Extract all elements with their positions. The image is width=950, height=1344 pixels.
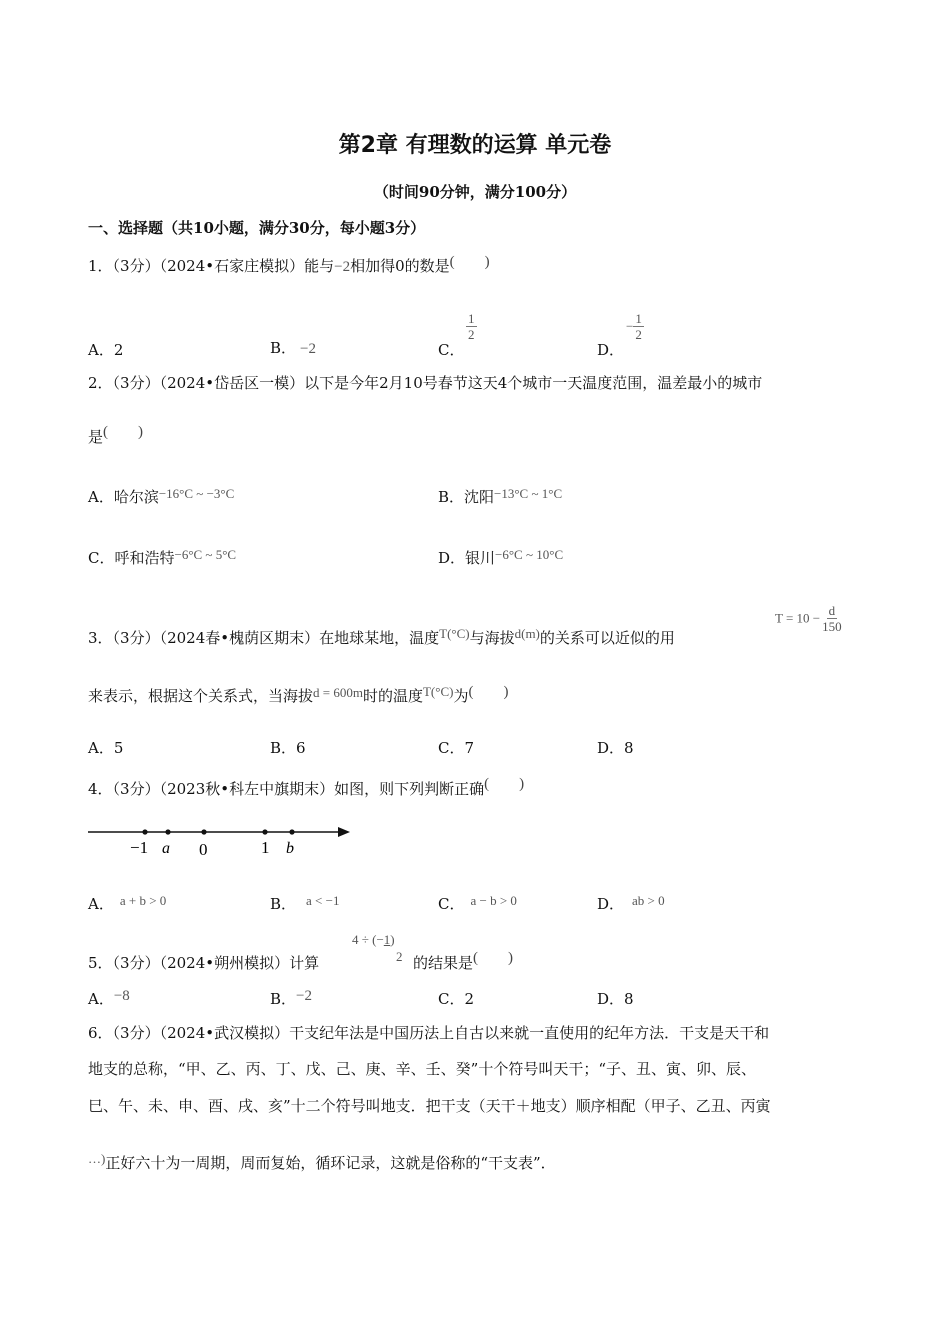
fraction-denominator: 2: [635, 327, 642, 342]
q3-option-a: A．5: [88, 739, 124, 757]
q6-ellipsis-math: …): [88, 1151, 106, 1166]
q3-line2-math: d = 600m: [313, 685, 363, 700]
section-heading: 一、选择题（共10小题，满分30分，每小题3分）: [88, 219, 426, 237]
q2-option-b-math: −13°C ~ 1°C: [494, 486, 563, 501]
question-6-line1: 6．（3分）（2024•武汉模拟）干支纪年法是中国历法上自古以来就一直使用的纪年方法．干支是天干和: [88, 1024, 770, 1042]
q5-expression: [352, 931, 403, 965]
q4-option-d: [597, 893, 665, 914]
q1-option-d-label: D．: [597, 341, 625, 359]
q2-answer-paren: ( ): [103, 424, 144, 440]
q5-answer-paren: ( ): [473, 950, 514, 966]
q4-option-a-math: a + b > 0: [119, 893, 167, 908]
q4-option-b-label: B．: [270, 895, 297, 913]
q1-option-d: [597, 339, 624, 360]
q4-option-d-math: ab > 0: [632, 893, 665, 908]
q3-formula: [775, 603, 844, 634]
question-2-line1: 2．（3分）（2024•岱岳区一模）以下是今年2月10号春节这天4个城市一天温度范围，温差最小的城市: [88, 374, 763, 392]
q2-option-d-label: D．银川: [438, 549, 496, 567]
question-3-line2: [88, 685, 508, 708]
label-minus-one: −1: [130, 838, 149, 857]
q5-expr-top: 4 ÷ (−: [352, 932, 384, 947]
point-a: [165, 829, 170, 834]
q3-temp-math: T(°C): [439, 626, 470, 641]
point-zero: [201, 829, 206, 834]
q3-answer-paren: ( ): [468, 684, 509, 700]
q2-option-c-label: C．呼和浩特: [88, 549, 175, 567]
q5-option-b-math: −2: [296, 988, 312, 1004]
number-line: [80, 818, 370, 860]
formula-left: T = 10 −: [775, 610, 821, 626]
q4-option-a: [88, 893, 166, 914]
label-one: 1: [261, 838, 270, 857]
q2-option-a-math: −16°C ~ −3°C: [158, 486, 235, 501]
q3-line2c: 为: [453, 687, 469, 705]
number-line-arrow: [338, 827, 350, 837]
question-6-line3: 巳、午、未、申、酉、戌、亥”十二个符号叫地支．把干支（天干＋地支）顺序相配（甲子、乙丑、丙寅: [88, 1097, 771, 1115]
q1-option-c: [438, 339, 464, 360]
q4-option-c-label: C．: [438, 895, 465, 913]
question-1: [88, 255, 490, 278]
q1-math: −2: [334, 259, 351, 275]
q5-option-b-label: B．: [270, 990, 297, 1008]
question-5: [88, 952, 319, 974]
question-3-line1: [88, 627, 675, 650]
q5-option-c: C．2: [438, 990, 475, 1008]
q3-text1: 3．（3分）（2024春•槐荫区期末）在地球某地，温度: [88, 629, 440, 647]
q1-answer-paren: ( ): [449, 254, 490, 270]
question-6-line4: [88, 1152, 556, 1175]
q5-result: [413, 952, 513, 975]
q1-option-b-label: B．: [270, 339, 297, 357]
q5-option-a: [88, 988, 130, 1009]
q2-option-b-label: B．沈阳: [438, 488, 495, 506]
q5-option-a-label: A．: [88, 990, 114, 1008]
q4-answer-paren: ( ): [484, 776, 525, 792]
q1-option-a: [88, 339, 123, 360]
q4-option-c-math: a − b > 0: [470, 893, 517, 908]
question-6-line2: 地支的总称，“甲、乙、丙、丁、戊、己、庚、辛、壬、癸”十个符号叫天干；“子、丑、寅、卯、辰、: [88, 1060, 757, 1078]
q2-option-d: [438, 547, 563, 568]
question-2-line2: [88, 426, 143, 449]
q4-option-a-label: A．: [88, 895, 114, 913]
q4-option-b: [270, 893, 339, 914]
q1-text: （3分）（2024•石家庄模拟）能与: [112, 257, 335, 275]
q3-line2a: 来表示，根据这个关系式，当海拔: [88, 687, 314, 705]
q3-line2-temp: T(°C): [422, 684, 454, 699]
q1-text2: 相加得0的数是: [350, 257, 450, 275]
fraction-sign: −: [626, 318, 634, 334]
q5-expr-close: ): [390, 932, 395, 947]
q1-number: 1．: [88, 257, 113, 275]
q3-option-b: B．6: [270, 739, 306, 757]
q2-option-c: [88, 547, 236, 568]
q6-line4-text: 正好六十为一周期，周而复始，循环记录，这就是俗称的“干支表”．: [105, 1154, 556, 1172]
label-a: a: [162, 840, 170, 857]
page-subtitle: （时间90分钟，满分100分）: [373, 183, 577, 201]
q1-option-c-label: C．: [438, 341, 465, 359]
q4-option-b-math: a < −1: [306, 893, 340, 908]
q3-text2: 与海拔: [469, 629, 515, 647]
q1-option-d-fraction: [626, 311, 644, 342]
q1-option-b-value: −2: [300, 341, 316, 357]
q1-option-c-fraction: [466, 311, 477, 342]
q1-option-b: [270, 337, 316, 358]
point-one: [262, 829, 267, 834]
q2-option-a-label: A．哈尔滨: [88, 488, 159, 506]
q5-text1: 5．（3分）（2024•朔州模拟）计算: [88, 954, 320, 972]
q5-option-a-math: −8: [113, 988, 130, 1004]
fraction-denominator: 2: [468, 327, 475, 342]
fraction-numerator: d: [828, 603, 836, 618]
q2-option-c-math: −6°C ~ 5°C: [174, 547, 237, 562]
page-title: 第2章 有理数的运算 单元卷: [338, 133, 612, 158]
point-minus-one: [142, 829, 147, 834]
q4-option-d-label: D．: [597, 895, 625, 913]
q5-expr-den: 2: [396, 949, 403, 964]
q3-option-d: D．8: [597, 739, 634, 757]
q4-text: 4．（3分）（2023秋•科左中旗期末）如图，则下列判断正确: [88, 780, 485, 798]
q3-line2b: 时的温度: [362, 687, 423, 705]
q1-option-a-label: A．: [88, 341, 114, 359]
fraction-numerator: 1: [468, 311, 475, 326]
q2-text: 是: [88, 428, 104, 446]
q2-option-a: [88, 486, 234, 507]
q3-text3: 的关系可以近似的用: [539, 629, 675, 647]
q2-option-d-math: −6°C ~ 10°C: [495, 547, 564, 562]
label-zero: 0: [199, 840, 208, 859]
q5-expr-num: 1: [383, 932, 391, 947]
q5-text2: 的结果是: [413, 954, 474, 972]
fraction-numerator: 1: [635, 311, 642, 326]
question-4: [88, 778, 524, 801]
fraction-denominator: 150: [822, 619, 842, 634]
q1-option-a-value: 2: [113, 341, 124, 359]
q4-option-c: [438, 893, 517, 914]
q2-option-b: [438, 486, 562, 507]
q3-height-math: d(m): [514, 626, 540, 641]
point-b: [289, 829, 294, 834]
label-b: b: [286, 840, 294, 857]
q5-option-d: D．8: [597, 990, 634, 1008]
q3-option-c: C．7: [438, 739, 475, 757]
q5-option-b: [270, 988, 312, 1009]
